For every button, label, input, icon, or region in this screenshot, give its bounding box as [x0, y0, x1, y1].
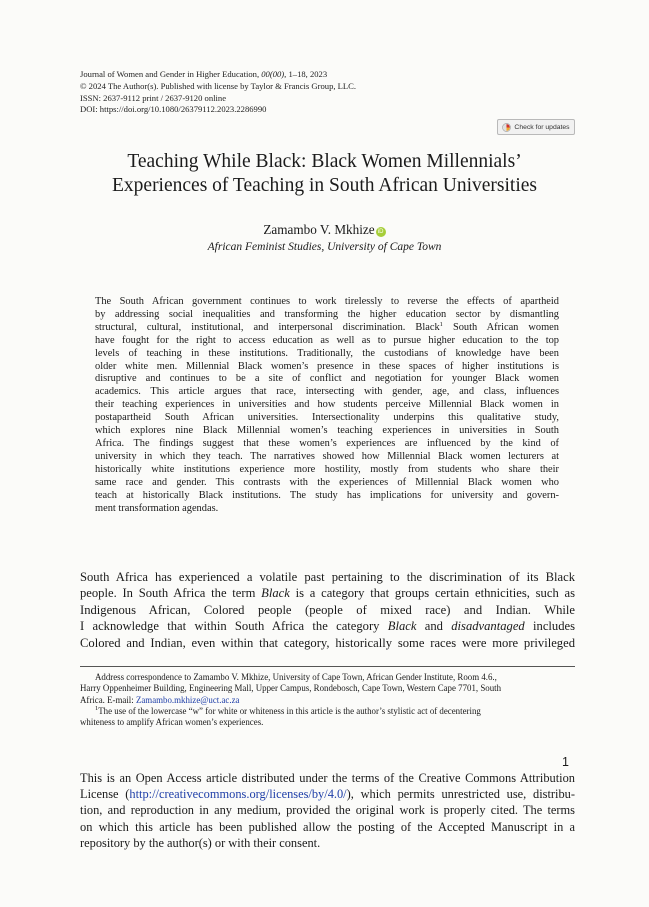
abstract-line: by addressing social inequalities and transforming the higher education sector by dismantling: [95, 308, 559, 320]
orcid-icon[interactable]: iD: [376, 227, 386, 237]
body-line: Colored and Indian, even within that category, historically some races were more privileged: [80, 635, 575, 650]
body-line: I acknowledge that within South Africa the category Black and disadvantaged includes: [80, 619, 575, 634]
open-access-statement: [80, 770, 575, 851]
address-correspondence: Address correspondence to Zamambo V. Mkhize, University of Cape Town, African Gender Institute, Room 4.6.,: [95, 672, 497, 682]
oa-line: License (http://creativecommons.org/licenses/by/4.0/), which permits unrestricted use, distribu-: [80, 787, 575, 802]
license-link[interactable]: http://creativecommons.org/licenses/by/4.0/: [129, 787, 347, 802]
abstract-line: levels of teaching in these institutions. Traditionally, the custodians of knowledge have been: [95, 347, 559, 359]
footnote-marker[interactable]: 1: [439, 320, 443, 328]
email-link[interactable]: Zamambo.mkhize@uct.ac.za: [135, 694, 240, 705]
abstract-line: ment transformation agendas.: [95, 502, 219, 514]
abstract-line: disruptive and continues to be a site of conflict and negotiation for younger Black women: [95, 373, 559, 385]
abstract-line: same race and gender. This contrasts with the experiences of Millennial Black women who: [95, 476, 559, 488]
title-line: Experiences of Teaching in South African Universities: [112, 175, 537, 196]
crossmark-icon: [502, 123, 511, 132]
oa-line: repository by the author(s) or with their consent.: [80, 835, 321, 850]
body-line: people. In South Africa the term Black is a category that groups certain ethnicities, such as: [80, 586, 576, 601]
abstract-line: historically white institutions experience more hostility, mostly from students who share their: [95, 463, 559, 475]
abstract-line: structural, cultural, institutional, and interpersonal discrimination. Black$^1$ South African women: [95, 320, 559, 333]
page-number: 1: [562, 755, 569, 769]
journal-metadata: [80, 69, 510, 116]
abstract-line: academics. This article argues that race, intersecting with gender, age, and class, influences: [95, 386, 559, 398]
title-line: Teaching While Black: Black Women Millennials’: [127, 151, 522, 172]
issn-line: ISSN: 2637-9112 print / 2637-9120 online: [80, 92, 227, 103]
footnote-divider: [80, 666, 575, 667]
oa-line: on which this article has been published allow the posting of the Accepted Manuscript in a: [80, 819, 575, 834]
address-correspondence: Africa. E-mail: Zamambo.mkhize@uct.ac.za: [80, 694, 240, 705]
oa-line: tion, and reproduction in any medium, provided the original work is properly cited. The terms: [80, 803, 575, 818]
abstract: [95, 296, 559, 515]
footnotes: [80, 672, 575, 728]
doi-line[interactable]: DOI: https://doi.org/10.1080/26379112.2023.2286990: [80, 104, 267, 115]
body-paragraph: [80, 569, 575, 651]
abstract-line: The South African government continues to work tirelessly to reverse the effects of apartheid: [95, 296, 559, 307]
author-affiliation: African Feminist Studies, University of Cape Town: [207, 241, 442, 253]
footnote-1: whiteness to amplify African women’s experiences.: [80, 717, 264, 728]
abstract-line: postapartheid South African universities. Intersectionality underpins this qualitative study,: [95, 412, 559, 424]
copyright-line: © 2024 The Author(s). Published with license by Taylor & Francis Group, LLC.: [80, 80, 357, 91]
abstract-line: Africa. The findings suggest that these women’s experiences are influenced by the kind of: [95, 437, 559, 449]
footnote-1: $^1$The use of the lowercase “w” for white or whiteness in this article is the author’s stylistic act of decentering: [95, 704, 481, 716]
address-correspondence: Harry Oppenheimer Building, Engineering Mall, Upper Campus, Rondebosch, Cape Town, Western Cape 7701, South: [80, 683, 502, 694]
journal-citation: Journal of Women and Gender in Higher Education, 00(00), 1–18, 2023: [80, 69, 328, 79]
check-for-updates-button[interactable]: Check for updates: [497, 119, 575, 135]
abstract-line: teach at historically Black institutions. The study has implications for university and govern-: [95, 489, 559, 501]
abstract-line: have fought for the right to access education as well as to pursue higher education to the top: [95, 334, 559, 346]
abstract-line: university in which they teach. The narratives showed how Millennial Black women lecturers at: [95, 450, 559, 462]
article-title: [60, 150, 589, 198]
abstract-line: which explores nine Black Millennial women’s teaching experiences in universities in South: [95, 425, 559, 437]
abstract-line: their teaching experiences in universities and how students perceive Millennial Black women in: [95, 399, 559, 411]
oa-line: This is an Open Access article distributed under the terms of the Creative Commons Attribution: [80, 771, 575, 785]
body-line: Indigenous African, Colored people (people of mixed race) and Indian. While: [80, 602, 575, 617]
abstract-line: older white men. Millennial Black women’s presence in these spaces of higher institutions is: [95, 360, 559, 372]
body-line: South Africa has experienced a volatile past pertaining to the discrimination of its Black: [80, 570, 575, 584]
author-name: Zamambo V. Mkhize iD: [60, 222, 589, 238]
